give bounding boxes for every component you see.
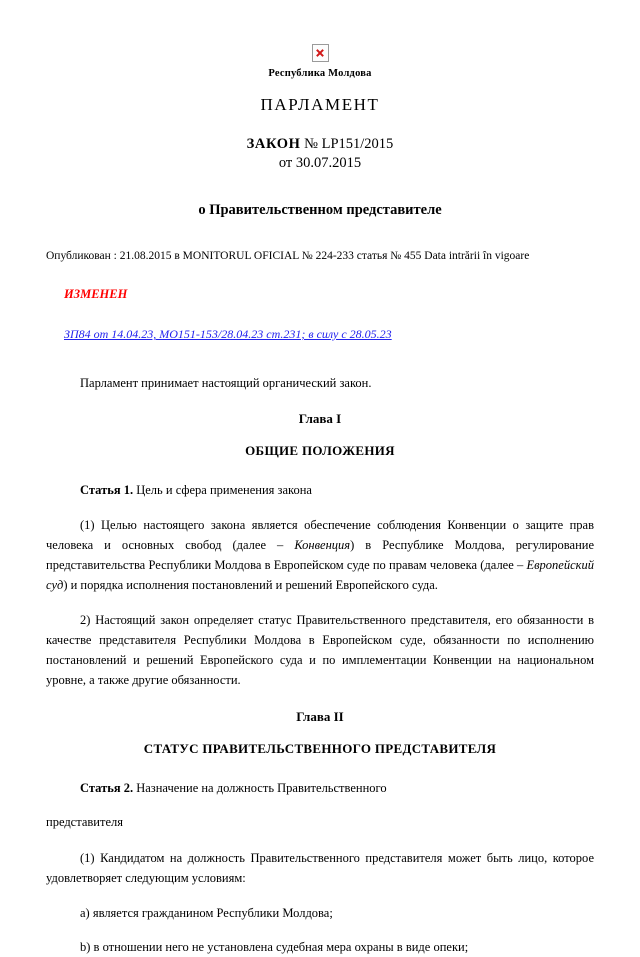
article-1-title: Цель и сфера применения закона [133, 483, 312, 498]
law-date: от 30.07.2015 [278, 155, 362, 171]
article-2-title: Назначение на должность Правительственного [133, 780, 387, 795]
term-european-court: Европейский суд [46, 558, 594, 593]
chapter-1-heading: ОБЩИЕ ПОЛОЖЕНИЯ [245, 443, 395, 459]
term-convention: Конвенция [294, 537, 351, 552]
article-1-p1-part-b: ) в Республике Молдова, регулирование представительства Республики Молдова в Европейском суде по правам человека (далее – [46, 537, 594, 572]
law-number: № LP151/2015 [300, 136, 394, 152]
article-2-paragraph-1: (1) Кандидатом на должность Правительственного представителя может быть лицо, которое удовлетворяет следующим условиям: [46, 851, 594, 886]
list-item: a) является гражданином Республики Молдова; [80, 905, 333, 920]
law-label: ЗАКОН [246, 136, 301, 152]
article-2-label: Статья 2. [80, 780, 134, 795]
law-number-line [46, 136, 594, 153]
institution-name: ПАРЛАМЕНТ [260, 95, 380, 114]
amendment-link-row [46, 325, 594, 343]
broken-image-icon [312, 44, 329, 62]
article-1-label: Статья 1. [80, 483, 134, 498]
page-title: о Правительственном представителе [198, 202, 442, 218]
article-1-heading [46, 480, 594, 500]
status-badge: ИЗМЕНЕН [64, 287, 128, 301]
article-1-paragraph-2: 2) Настоящий закон определяет статус Правительственного представителя, его обязанности в качестве представителя Республики Молдова в Европейском суде, обязанности по исполнению постановлений и решений Европейского суда и по имплементации Конвенции на национальном уровне, а также другие обязанности. [46, 612, 594, 688]
amendment-link[interactable]: ЗП84 от 14.04.23, MO151-153/28.04.23 ст.231; в силу с 28.05.23 [64, 327, 392, 341]
article-2-heading [46, 778, 594, 798]
chapter-2-number: Глава II [296, 708, 344, 724]
article-2-title-continuation: представителя [46, 814, 123, 829]
article-1-paragraph-1 [46, 515, 594, 596]
broken-image-placeholder-container [46, 44, 594, 62]
chapter-1-number: Глава I [298, 411, 342, 427]
chapter-2-heading: СТАТУС ПРАВИТЕЛЬСТВЕННОГО ПРЕДСТАВИТЕЛЯ [143, 740, 497, 756]
article-1-p1-part-a: (1) Целью настоящего закона является обеспечение соблюдения Конвенции о защите прав человека и основных свобод (далее – [46, 517, 594, 552]
preamble-paragraph: Парламент принимает настоящий органический закон. [80, 376, 372, 390]
list-item: b) в отношении него не установлена судебная мера охраны в виде опеки; [80, 939, 469, 954]
article-1-p1-part-c: ) и порядка исполнения постановлений и решений Европейского суда. [63, 578, 438, 593]
organization-name: Республика Молдова [268, 68, 372, 79]
publication-info: Опубликован : 21.08.2015 в MONITORUL OFICIAL № 224-233 статья № 455 Data intrării în vigoare [46, 250, 530, 262]
